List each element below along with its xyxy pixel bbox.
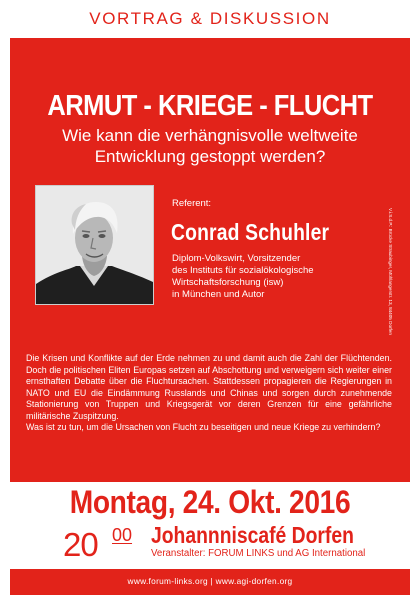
event-time-minutes: 00: [112, 525, 133, 545]
subline-1: Wie kann die verhängnisvolle weltweite: [62, 126, 358, 145]
body-paragraph: Die Krisen und Konflikte auf der Erde nehmen zu und damit auch die Zahl der Flüchtenden. Doch die politischen Eliten Europas setzen auf Abschottung und verweigern sich weiter einer ernsthaften Debatte über die Fluchtursachen. Stattdessen propagieren die Regierungen in NATO und EU die Eindämmung Russlands und Chinas und sorgen durch zunehmende Stationierung von Truppen und Kriegsgerät vor deren Grenzen für eine gefährliche militärische Zuspitzung.: [26, 353, 392, 421]
header-title: VORTRAG & DISKUSSION: [89, 9, 331, 28]
speaker-desc-line-4: in München und Autor: [172, 289, 265, 300]
speaker-desc-line-1: Diplom-Volkswirt, Vorsitzender: [172, 253, 301, 264]
speaker-photo: [35, 185, 154, 305]
portrait-icon: [36, 186, 153, 304]
top-header-bar: [0, 0, 420, 38]
speaker-desc-line-3: Wirtschaftsforschung (isw): [172, 277, 284, 288]
body-question: Was ist zu tun, um die Ursachen von Flucht zu beseitigen und neue Kriege zu verhindern?: [26, 422, 381, 432]
footer-links[interactable]: www.forum-links.org | www.agi-dorfen.org: [127, 576, 293, 586]
event-time-hour: 20: [63, 526, 98, 563]
event-date: Montag, 24. Okt. 2016: [69, 484, 351, 520]
body-text: [26, 353, 392, 434]
imprint-note: V.i.S.d.P.: Brücke Straubinger, Mühlangerstr. 13, 84405 Dorfen: [388, 208, 393, 335]
speaker-desc-line-2: des Instituts für sozialökologische: [172, 265, 314, 276]
subheadline: [10, 125, 410, 167]
speaker-name: Conrad Schuhler: [171, 219, 330, 245]
event-organizer: Veranstalter: FORUM LINKS und AG International: [151, 548, 366, 559]
speaker-label: Referent:: [172, 198, 212, 209]
speaker-description: [172, 253, 362, 301]
headline: ARMUT - KRIEGE - FLUCHT: [47, 90, 373, 122]
event-venue: Johannniscafé Dorfen: [151, 522, 354, 548]
footer-bar: [10, 569, 410, 595]
subline-2: Entwicklung gestoppt werden?: [94, 147, 326, 166]
